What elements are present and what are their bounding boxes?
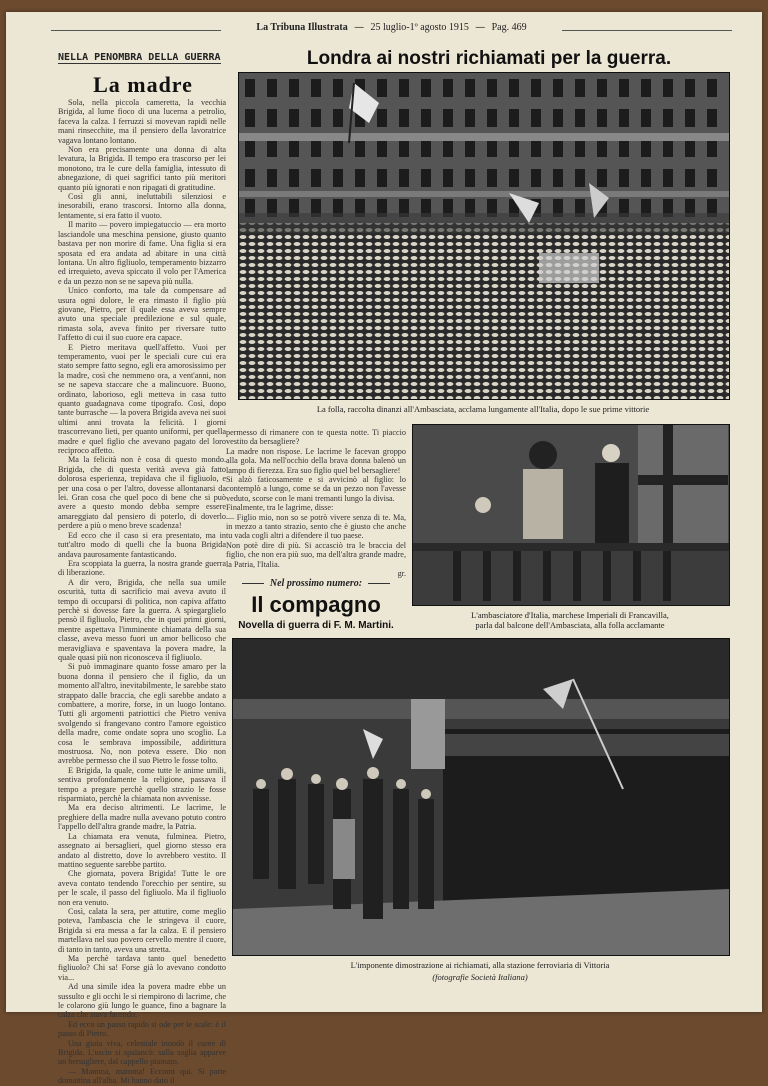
article-paragraph: Ma la felicità non è cosa di questo mondo. Brigida, che di questa verità aveva già fatto dolorosa esperienza, trepidava che il figliuolo, e per una cosa o per l'altro, dovesse allontanarsi da lei. Gran cosa che quel poco di bene che si può avere a questo mondo debba sempre essere amareggiato dal pensiero di poterlo, di doverlo perdere a più o meno breve scadenza!: [58, 455, 226, 531]
crowd-photo: [238, 72, 730, 400]
article-paragraph: Così gli anni, ineluttabili silenziosi e inesorabili, erano trascorsi. Intorno alla donna, lentamente, si era fatto il vuoto.: [58, 192, 226, 220]
article-paragraph: Così, calata la sera, per attutire, come meglio poteva, l'ambascia che le stringeva il cuore, Brigida si era messa a far la calza. E il pensiero martellava nel suo povero cervello mentre il cuore, di tanto in tanto, aveva una stretta.: [58, 906, 226, 954]
article-paragraph: Non era precisamente una donna di alta levatura, la Brigida. Il tempo era trascorso per lei monotono, tra le cure della famiglia, intessuto di abnegazione, di quei sagrifici tanto più meritori quanto più ignorati e non ripagati di gratitudine.: [58, 145, 226, 192]
section-kicker: NELLA PENOMBRA DELLA GUERRA: [58, 52, 221, 63]
photo-credit: (fotografie Società Italiana): [432, 972, 528, 982]
article-paragraph: Ma perchè tardava tanto quel benedetto figliuolo? Chi sa! Forse già lo avevano condotto via...: [58, 953, 226, 982]
page-header: La Tribuna Illustrata — 25 luglio-1º agosto 1915 — Pag. 469: [51, 22, 732, 38]
magazine-page: [6, 12, 762, 1086]
article-paragraph: Si può immaginare quanto fosse amaro per la buona donna il pensiero che il figlio, da un momento all'altro, inevitabilmente, le sarebbe stato strappato dalle braccia, che egli sarebbe andato a combattere, a morire, forse, in un luogo lontano. Tutti gli argomenti patriottici che Pietro veniva svolgendo si frangevano contro l'amore egoistico della madre, come ondate sopra uno scoglio. La cosa le sembrava impossibile, addirittura mostruosa. No, non poteva essere. Dio non avrebbe permesso che il suo Pietro le fosse tolto.: [58, 662, 226, 766]
article-paragraph: Una gioia viva, celestiale inondò il cuore di Brigida. L'uscio si spalancò: sulla soglia apparve un bersagliere, dal cappello piumato.: [58, 1038, 226, 1067]
header-rule-left: [51, 30, 221, 31]
main-headline: Londra ai nostri richiamati per la guerra.: [306, 48, 672, 69]
article-paragraph: E Pietro meritava quell'affetto. Vuoi per temperamento, vuoi per le speciali cure cui era stato sempre fatto segno, egli era amorosissimo per la madre, così che nemmeno ora, a vent'anni, non se ne sapeva staccare che a malincuore. Buono, ordinato, laborioso, egli metteva in casa tutto quanto guadagnava come tipografo. Così, dopo tante burrasche — la povera Brigida aveva nei suoi ultimi anni trovata la felicità. I giorni trascorrevano lieti, per quanto uniformi, per quella madre e quel figlio che avevano pagato del loro reciproco affetto.: [58, 342, 226, 456]
crowd-photo-caption: La folla, raccolta dinanzi all'Ambasciata, acclama lungamente all'Italia, dopo le sue prime vittorie: [316, 404, 650, 414]
next-issue-subtitle: Novella di guerra di F. M. Martini.: [238, 620, 394, 631]
article-paragraph: Ed ecco che il caso si era presentato, ma in tutt'altro modo di quelli che la buona Brigida andava paurosamente fantasticando.: [58, 530, 226, 559]
station-photo: [232, 638, 730, 956]
station-photo-image: [233, 639, 729, 955]
issue-date: 25 luglio-1º agosto 1915: [370, 22, 469, 33]
continuation-paragraph: La madre non rispose. Le lacrime le facevan groppo alla gola. Ma nell'occhio della brava donna balenò un lampo di fierezza. Era suo figlio quel bel bersagliere!: [226, 446, 406, 475]
article-title: La madre: [93, 72, 193, 97]
continuation-paragraph: Finalmente, tra le lagrime, disse:: [226, 503, 334, 513]
article-paragraph: Ad una simile idea la povera madre ebbe un sussulto e gli occhi le si riempirono di lacrime, che le colarono giù lungo le guance, fino a bagnare la calza che stava facendo.: [58, 982, 226, 1020]
article-paragraph: La chiamata era venuta, fulminea. Pietro, assegnato ai bersaglieri, quel giorno stesso era andato al distretto, dove lo avrebbero vestito. Il mattino seguente sarebbe partito.: [58, 831, 226, 869]
crowd-photo-image: [239, 73, 729, 399]
station-photo-caption: L'imponente dimostrazione ai richiamati, alla stazione ferroviaria di Vittoria: [350, 960, 610, 970]
publication-name: La Tribuna Illustrata: [256, 22, 348, 33]
ambassador-photo-image: [413, 425, 729, 605]
article-paragraph: Unico conforto, ma tale da compensare ad usura ogni dolore, le era rimasto il figlio più giovane, Pietro, per il quale essa aveva sempre avuto una speciale predilezione e sul quale, rimasta sola, aveva finito per riversare tutto l'affetto di cui il suo cuore era capace.: [58, 286, 226, 343]
header-rule-right: [562, 30, 732, 31]
continuation-paragraph: permesso di rimanere con te questa notte. Ti piaccio vestito da bersagliere?: [226, 428, 406, 447]
next-issue-title: Il compagno: [251, 592, 381, 617]
continuation-paragraph: Non potè dire di più. Si accasciò tra le braccia del figlio, che non era più suo, ma dell'altra grande madre, la Patria, l'Italia.: [226, 540, 406, 569]
article-paragraph: Il marito — povero impiegatuccio — era morto lasciandole una meschina pensione, giusto quanto bastava per non morire di fame. Una figlia si era sposata ed era andata ad abitare in una città lontana. Un altro figliuolo, temperamento bizzarro ed irrequieto, aveva spiccato il volo per l'America e da un pezzo non se ne sapeva più nulla.: [58, 220, 226, 286]
article-signature: gr.: [397, 569, 406, 579]
ambassador-photo-caption-line2: parla dal balcone dell'Ambasciata, alla folla acclamante: [475, 620, 665, 630]
article-paragraph: Ed ecco un passo rapido si ode per le scale: è il passo di Pietro.: [58, 1019, 226, 1039]
continuation-paragraph: Si alzò faticosamente e si avvicinò al figlio: lo contemplò a lungo, come se da un pezzo non l'avesse veduto, scorse con le mani tremanti lungo la divisa.: [226, 475, 406, 503]
article-paragraph: Ma era deciso altrimenti. Le lacrime, le preghiere della madre nulla avevano potuto contro l'appello dell'altra grande madre, la Patria.: [58, 803, 226, 832]
article-paragraph: A dir vero, Brigida, che nella sua umile oscurità, tutta di sacrificio mai aveva avuto il tempo di occuparsi di politica, non capiva affatto perchè si dovesse fare la guerra. A spiegarglielo pensò il figliuolo, Pietro, che in quei primi giorni, mentre aspettava l'imminente chiamata della sua classe, aveva messo fuori un amor bellicoso che meravigliava e spaventava la povera madre, la quale quasi più non riconosceva il figliuolo.: [58, 577, 226, 662]
ambassador-photo: [412, 424, 730, 606]
ambassador-photo-caption-line1: L'ambasciatore d'Italia, marchese Imperiali di Francavilla,: [471, 610, 669, 620]
continuation-paragraph: — Figlio mio, non so se potrò vivere senza di te. Ma, in mezzo a tanto strazio, sento che è giusto che anche tu vada cogli altri a difendere il tuo paese.: [226, 512, 406, 541]
article-paragraph: E Brigida, la quale, come tutte le anime umili, sentiva profondamente la religione, passava il tempo a pregare perchè quello strazio le fosse risparmiato, perchè la chiamata non avvenisse.: [58, 765, 226, 804]
article-paragraph: Era scoppiata la guerra, la nostra grande guerra di liberazione.: [58, 558, 226, 578]
page-number: Pag. 469: [491, 22, 527, 33]
article-continuation: [226, 428, 406, 579]
next-issue-label: Nel prossimo numero:: [226, 578, 406, 589]
article-body: [58, 98, 226, 1086]
article-paragraph: — Mamma, mamma! Eccomi qui. Si parte domattina all'alba. Mi hanno dato il: [58, 1066, 226, 1086]
article-paragraph: Che giornata, povera Brigida! Tutte le ore aveva contato tendendo l'orecchio per sentire, su per le scale, il passo del figliuolo. Ma il figliuolo non era venuto.: [58, 869, 226, 907]
article-paragraph: Sola, nella piccola cameretta, la vecchia Brigida, al lume fioco di una lucerna a petrolio, faceva la calza. I ferruzzi si movevan rapidi nelle mani rinsecchite, ma il pensiero della lavoratrice vagava lontano lontano.: [58, 98, 226, 145]
